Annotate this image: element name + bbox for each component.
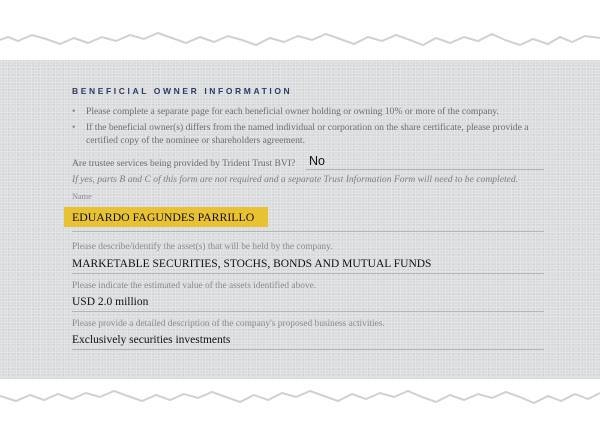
estimated-value-label: Please indicate the estimated value of the assets identified above. bbox=[72, 281, 317, 291]
trustee-note: If yes, parts B and C of this form are not required and a separate Trust Information Form will need to be completed. bbox=[72, 174, 519, 185]
estimated-value-value[interactable]: USD 2.0 million bbox=[72, 296, 149, 308]
assets-label: Please describe/identify the asset(s) that will be held by the company. bbox=[72, 242, 333, 252]
name-line bbox=[72, 231, 544, 232]
assets-value[interactable]: MARKETABLE SECURITIES, STOCHS, BONDS AND MUTUAL FUNDS bbox=[72, 258, 432, 270]
estimated-value-line bbox=[72, 311, 544, 312]
business-label: Please provide a detailed description of the company's proposed business activities. bbox=[72, 319, 385, 329]
name-label: Name bbox=[72, 192, 92, 201]
trustee-answer-line bbox=[306, 169, 544, 170]
name-value[interactable]: EDUARDO FAGUNDES PARRILLO bbox=[72, 210, 255, 224]
bullet-text: If the beneficial owner(s) differs from the named individual or corporation on the share certificate, please provide a certified copy of the nominee or shareholders agreement. bbox=[86, 122, 529, 146]
business-value[interactable]: Exclusively securities investments bbox=[72, 334, 231, 346]
trustee-question: Are trustee services being provided by Trident Trust BVI? bbox=[72, 158, 296, 169]
bullet-text: Please complete a separate page for each beneficial owner holding or owning 10% or more of the company. bbox=[86, 106, 499, 117]
business-line bbox=[72, 349, 544, 350]
bullet-dot-icon: • bbox=[72, 106, 76, 117]
section-title: BENEFICIAL OWNER INFORMATION bbox=[72, 86, 293, 96]
trustee-answer[interactable]: No bbox=[309, 154, 325, 168]
bullet-item bbox=[72, 122, 556, 147]
bullet-item bbox=[72, 106, 556, 119]
assets-line bbox=[72, 273, 544, 274]
bullet-dot-icon: • bbox=[72, 122, 76, 133]
